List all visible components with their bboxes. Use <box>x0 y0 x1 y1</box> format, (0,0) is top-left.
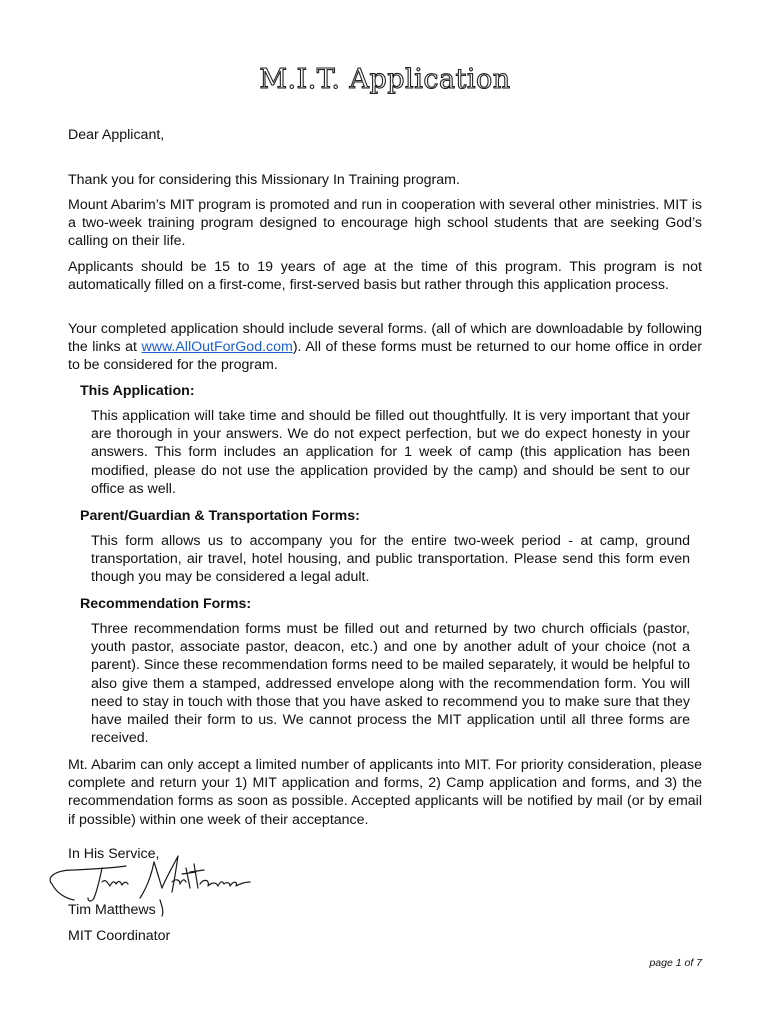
paragraph-closing: Mt. Abarim can only accept a limited number of applicants into MIT. For priority consideration, please complete and return your 1) MIT application and forms, 2) Camp application and forms, and 3) the recommendation forms as soon as possible. Accepted applicants will be notified by mail (or by email if possible) within one week of their acceptance. <box>68 757 702 828</box>
signer-name: Tim Matthews <box>68 902 156 918</box>
paragraph-age-requirement: Applicants should be 15 to 19 years of age at the time of this program. This program is not automatically filled on a first-come, first-served basis but rather through this application process. <box>68 259 702 294</box>
paragraph-forms <box>68 320 702 375</box>
section-text-recommendation: Three recommendation forms must be filled out and returned by two church officials (pastor, youth pastor, associate pastor, deacon, etc.) and one by another adult of your choice (not a parent). Since these recommendation forms need to be mailed separately, it would be helpful to also give them a stamped, addressed envelope along with the recommendation form. You will need to stay in touch with those that you have asked to recommend you to make sure that they have mailed their form to us. We cannot process the MIT application until all three forms are received. <box>91 621 690 747</box>
paragraph-program-description: Mount Abarim’s MIT program is promoted and run in cooperation with several other ministries. MIT is a two-week training program designed to encourage high school students that are seeking God’s calling on their life. <box>68 197 702 250</box>
website-link[interactable]: www.AllOutForGod.com <box>141 339 293 356</box>
page-title: M.I.T. Application <box>259 64 511 95</box>
paragraph-forms-text-1: Your completed application should include several forms. (all of which are downloadable by following the links at <box>68 321 702 356</box>
page-number: page 1 of 7 <box>649 957 702 969</box>
section-heading-recommendation: Recommendation Forms: <box>80 596 252 612</box>
section-heading-application: This Application: <box>80 383 195 399</box>
section-text-application: This application will take time and should be filled out thoughtfully. It is very important that your are thorough in your answers. We do not expect perfection, but we do expect honesty in your answers. This form includes an application for 1 week of camp (this application has been modified, please do not use the application provided by the camp) and should be sent to our office as well. <box>91 408 690 497</box>
sign-off: In His Service, <box>68 846 160 862</box>
section-text-parent: This form allows us to accompany you for the entire two-week period - at camp, ground transportation, air travel, hotel housing, and public transportation. Please send this form even though you may be considered a legal adult. <box>91 533 690 586</box>
paragraph-intro: Thank you for considering this Missionary In Training program. <box>68 172 460 188</box>
paragraph-forms-text-2: ). All of these forms must be returned to our home office in order to be considered for the program. <box>68 339 703 374</box>
salutation: Dear Applicant, <box>68 127 165 143</box>
signer-title: MIT Coordinator <box>68 928 171 944</box>
section-heading-parent: Parent/Guardian & Transportation Forms: <box>80 508 360 524</box>
